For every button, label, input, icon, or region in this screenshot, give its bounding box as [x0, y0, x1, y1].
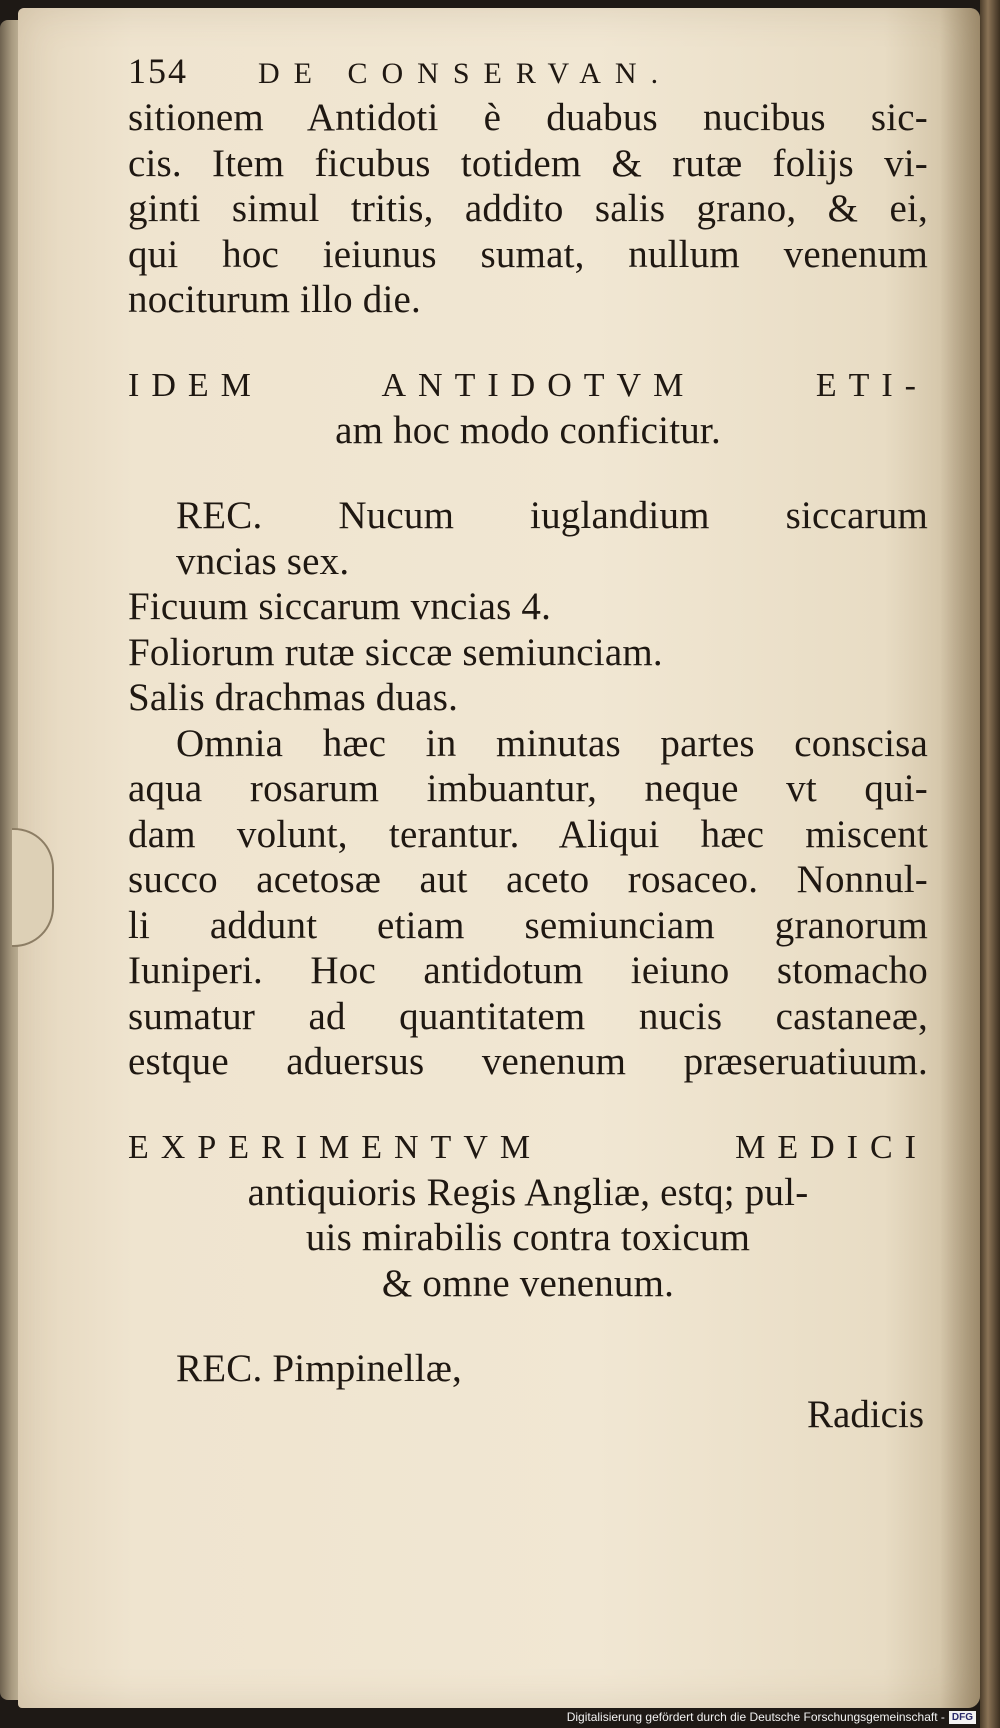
text-line: sumatur ad quantitatem nucis castaneæ,	[128, 994, 928, 1038]
spacer	[128, 453, 928, 493]
paragraph-1	[128, 95, 928, 323]
book-right-edge	[980, 0, 1000, 1728]
page-tab-marker	[12, 828, 54, 947]
text-line: qui hoc ieiunus sumat, nullum venenum	[128, 232, 928, 276]
text-line: cis. Item ficubus totidem & rutæ folijs vi-	[128, 141, 928, 185]
text-line: Iuniperi. Hoc antidotum ieiuno stomacho	[128, 949, 928, 992]
text-line: aqua rosarum imbuantur, neque vt qui-	[128, 767, 928, 810]
recipe-line: REC. Pimpinellæ,	[176, 1347, 462, 1390]
recipe-line: Ficuum siccarum vncias 4.	[128, 585, 552, 628]
digitization-credit	[567, 1710, 976, 1724]
page-text	[128, 50, 928, 1437]
running-head	[128, 50, 928, 95]
dfg-logo: DFG	[949, 1711, 976, 1724]
catchword: Radicis	[807, 1392, 924, 1436]
paragraph-2	[128, 721, 928, 1085]
heading-line: IDEM ANTIDOTVM ETI-	[128, 366, 928, 404]
heading-line: am hoc modo conficitur.	[335, 408, 721, 452]
text-line: dam volunt, terantur. Aliqui hæc miscent	[128, 812, 928, 856]
spacer	[128, 1306, 928, 1346]
page-gutter-shadow	[940, 8, 980, 1708]
spacer	[128, 1085, 928, 1125]
text-line: li addunt etiam semiunciam granorum	[128, 903, 928, 947]
text-line: succo acetosæ aut aceto rosaceo. Nonnul-	[128, 858, 928, 901]
heading-line: & omne venenum.	[381, 1261, 675, 1305]
recipe-line: REC. Nucum iuglandium siccarum	[176, 494, 928, 537]
section-heading-2	[128, 1125, 928, 1307]
heading-line: EXPERIMENTVM MEDICI	[128, 1128, 928, 1166]
text-line: estque aduersus venenum præseruatiuum.	[128, 1040, 928, 1083]
heading-line: uis mirabilis contra toxicum	[305, 1216, 751, 1259]
recipe-line: Salis drachmas duas.	[128, 676, 459, 719]
running-title: DE CONSERVAN.	[258, 57, 673, 90]
heading-line: antiquioris Regis Angliæ, estq; pul-	[247, 1170, 809, 1214]
credit-text: Digitalisierung gefördert durch die Deutsche Forschungsgemeinschaft -	[566, 1710, 945, 1724]
recipe-2	[128, 1346, 928, 1392]
text-line: ginti simul tritis, addito salis grano, & ei,	[128, 187, 928, 230]
recipe-line: Foliorum rutæ siccæ semiunciam.	[128, 630, 663, 674]
text-line: nociturum illo die.	[128, 278, 422, 321]
page-number: 154	[128, 51, 188, 91]
recipe-line: vncias sex.	[176, 539, 350, 583]
text-line: sitionem Antidoti è duabus nucibus sic-	[128, 96, 928, 139]
section-heading-1	[128, 363, 928, 454]
text-line: Omnia hæc in minutas partes conscisa	[176, 721, 928, 765]
spacer	[128, 323, 928, 363]
recipe-1	[128, 493, 928, 721]
